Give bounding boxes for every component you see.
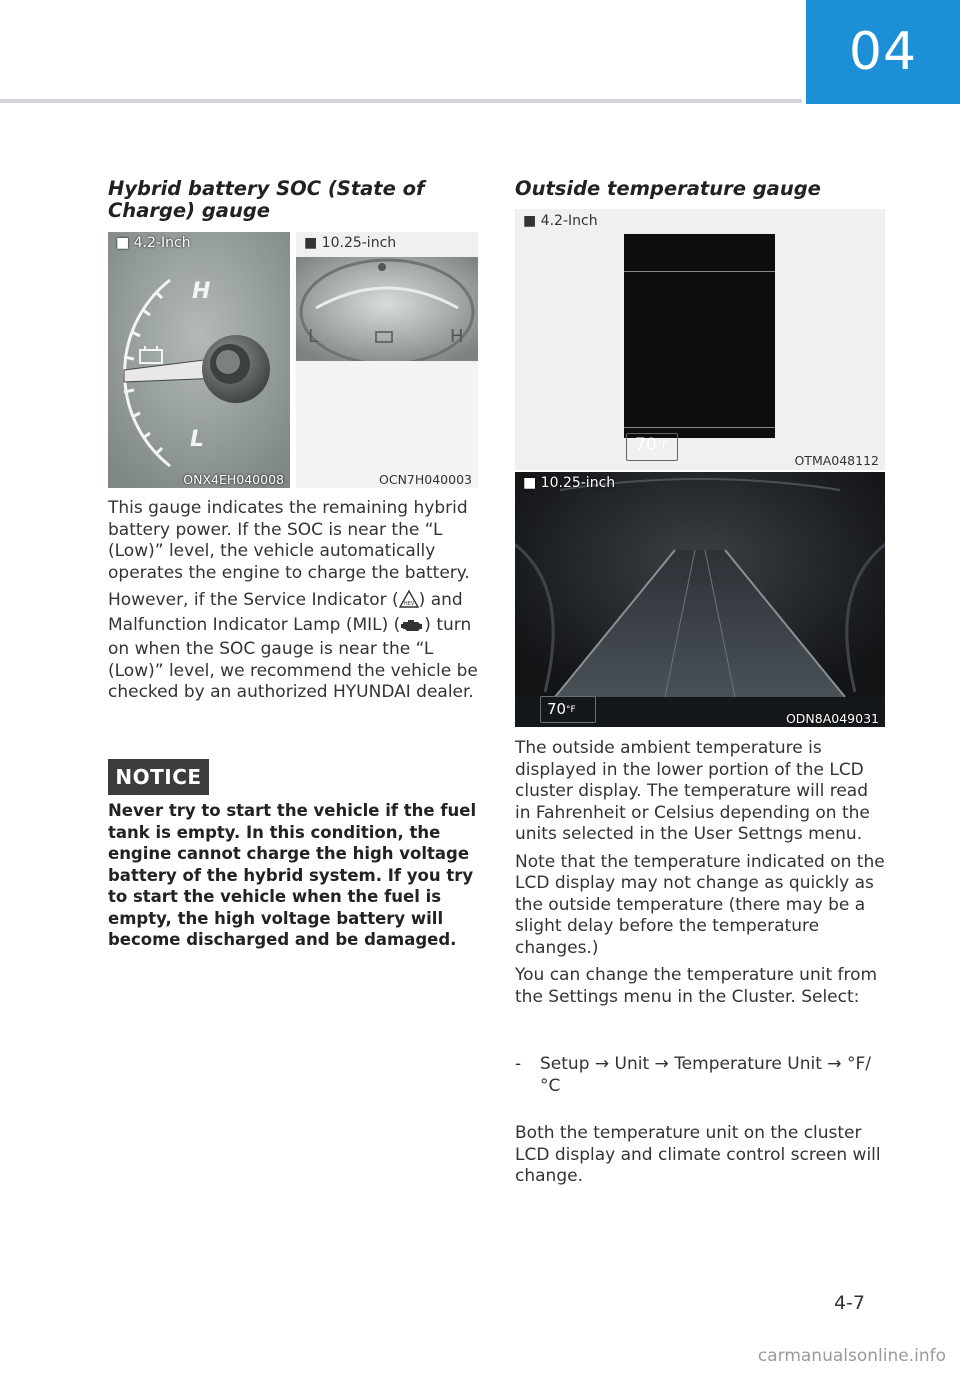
temp-para-4: Both the temperature unit on the cluster LCD display and climate control screen will change. — [515, 1123, 881, 1186]
temp-value-small: 70 — [635, 435, 657, 455]
hev-warning-icon — [399, 590, 419, 615]
svg-text:HEV: HEV — [403, 601, 414, 607]
list-dash: - — [515, 1054, 522, 1074]
soc-section-title: Hybrid battery SOC (State of Charge) gauge — [108, 177, 425, 222]
temp-value-large: 70 — [547, 700, 567, 718]
gauge-l-mark: L — [190, 427, 205, 452]
fig2-code: ODN8A049031 — [785, 711, 879, 726]
soc-para-2-start: However, if the Service Indicator ( — [108, 590, 399, 610]
soc-gauge-illustration — [108, 232, 290, 488]
temp-figure-large — [515, 472, 885, 727]
gauge-large-l-mark: L — [308, 326, 319, 347]
soc-gauge-figure-small — [108, 232, 290, 488]
chapter-number: 04 — [848, 22, 918, 82]
lcd-divider-bottom — [624, 427, 775, 428]
temp-para-1: The outside ambient temperature is displayed in the lower portion of the LCD cluster display. The temperature will read in Fahrenheit or Celsius depending on the units selected in the User Settngs menu. — [515, 738, 870, 844]
fig-small-label: ■ 4.2-Inch — [116, 235, 191, 251]
gauge-large-h-mark: H — [450, 326, 464, 347]
temp-unit-large: °F — [566, 705, 576, 715]
fig-large-code: OCN7H040003 — [379, 472, 472, 487]
header-divider — [0, 99, 802, 103]
soc-para-1: This gauge indicates the remaining hybrid battery power. If the SOC is near the “L (Low)” level, the vehicle automatically operates the engine to charge the battery. — [108, 498, 470, 583]
fig2-label: ■ 10.25-inch — [523, 475, 616, 491]
soc-para-2-end: ) turn on when the SOC gauge is near the “L (Low)” level, we recommend the vehicle be checked by an authorized HYUNDAI dealer. — [108, 614, 478, 702]
fig1-code: OTMA048112 — [794, 453, 879, 468]
watermark: carmanualsonline.info — [757, 1346, 946, 1366]
temp-para-2: Note that the temperature indicated on the LCD display may not change as quickly as the outside temperature (there may be a slight delay before the temperature changes.) — [515, 851, 885, 958]
temp-unit-small: °F — [657, 440, 668, 451]
soc-gauge-figure-large — [296, 232, 478, 488]
temp-para-3: You can change the temperature unit from the Settings menu in the Cluster. Select: — [515, 965, 878, 1007]
notice-badge — [108, 759, 209, 795]
engine-check-icon — [400, 618, 424, 640]
chapter-tab — [806, 0, 960, 104]
temp-section-title: Outside temperature gauge — [515, 177, 821, 200]
soc-gauge-large-illustration — [296, 232, 478, 488]
fig1-label: ■ 4.2-Inch — [523, 213, 598, 229]
temp-figure-small — [515, 209, 885, 470]
notice-text: Never try to start the vehicle if the fuel tank is empty. In this condition, the engine cannot charge the high voltage battery of the hybrid system. If you try to start the vehicle when the fuel is empty, the high voltage battery will become discharged and be damaged. — [108, 801, 477, 949]
soc-para-2 — [108, 590, 480, 704]
soc-para-2-mid: ) and Malfunction Indicator Lamp (MIL) ( — [108, 590, 463, 635]
notice-label: NOTICE — [115, 765, 202, 789]
lcd-display-small — [624, 234, 775, 455]
lcd-divider-top — [624, 271, 775, 272]
gauge-h-mark: H — [192, 279, 211, 304]
cluster-road-illustration — [515, 472, 885, 727]
fig-small-code: ONX4EH040008 — [183, 472, 284, 487]
fig-large-label: ■ 10.25-inch — [304, 235, 397, 251]
settings-path-text: Setup → Unit → Temperature Unit → °F/°C — [540, 1054, 871, 1096]
page-number: 4-7 — [833, 1292, 865, 1314]
